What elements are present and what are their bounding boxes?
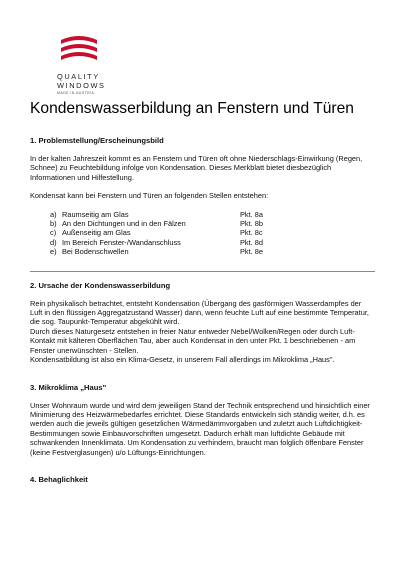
logo-flag-icon	[59, 32, 99, 68]
list-item	[50, 219, 280, 228]
list-ref: Pkt. 8e	[240, 247, 264, 257]
logo-line1: QUALITY	[57, 72, 100, 81]
list-item	[50, 210, 280, 219]
list-marker: b)	[50, 219, 57, 229]
list-item	[50, 247, 280, 256]
section-2-paragraph-2: Durch dieses Naturgesetz entstehen in freier Natur entweder Nebel/Wolken/Regen oder durch Luft-Kontakt mit kälteren Oberflächen Tau, aber auch Kondensat in den unter Pkt. 1 beschriebenen - am Fenster unerwünschten - Stellen.	[30, 326, 356, 355]
list-text: Außenseitig am Glas	[62, 228, 131, 238]
list-ref: Pkt. 8a	[240, 209, 264, 219]
section-1-intro: In der kalten Jahreszeit kommt es an Fenstern und Türen oft ohne Niederschlags-Einwirkung (Regen, Schnee) zu Feuchtebildung infolge von Kondensation. Dieses Merkblatt bietet diesbezüglich Informationen und Hilfestellung.	[30, 154, 363, 182]
condensation-locations-list	[50, 210, 280, 257]
logo-tagline: MADE IN AUSTRIA	[57, 91, 95, 95]
list-marker: d)	[50, 237, 57, 247]
section-2-paragraph-3: Kondensatbildung ist also ein Klima-Gesetz, in unserem Fall allerdings im Mikroklima „Haus".	[30, 355, 335, 365]
list-text: Raumseitig am Glas	[62, 209, 129, 219]
section-1-lead: Kondensat kann bei Fenstern und Türen an folgenden Stellen entstehen:	[30, 191, 269, 201]
list-item	[50, 238, 280, 247]
section-2-paragraph-1: Rein physikalisch betrachtet, entsteht Kondensation (Übergang des gasförmigen Wasserdampfes der Luft in den flüssigen Aggregatzustand Wasser) dann, wenn feuchte Luft auf eine bestimmte Temperatur, die sog. Taupunkt-Temperatur abgekühlt wird.	[30, 298, 369, 327]
list-text: Im Bereich Fenster-/Wandanschluss	[62, 237, 181, 247]
document-title: Kondenswasserbildung an Fenstern und Türen	[30, 100, 354, 117]
section-4-heading: 4. Behaglichkeit	[30, 474, 88, 484]
section-3-paragraph-1: Unser Wohnraum wurde und wird dem jeweiligen Stand der Technik entsprechend und hinsichtlich einer Minimierung des Heizwärmebedarfes errichtet. Diese Standards entwickeln sich ständig weiter, d.h. es werden auch die jeweils gültigen gesetzlichen Wärmedämmvorgaben und zuletzt auch Luftdichtigkeit-Bestimmungen sowie Einbauvorschriften umgesetzt. Dadurch erhält man luftdichte Gebäude mit schwankenden Innenklimata. Um Kondensation zu verhindern, braucht man folglich öffenbare Fenster (keine Festverglasungen) u/o Lüftungs-Einrichtungen.	[30, 400, 370, 457]
list-marker: e)	[50, 247, 57, 257]
list-ref: Pkt. 8d	[240, 237, 264, 247]
list-text: Bei Bodenschwellen	[62, 247, 129, 257]
section-3-heading: 3. Mikroklima „Haus"	[30, 382, 107, 392]
list-marker: c)	[50, 228, 57, 238]
section-1-heading: 1. Problemstellung/Erscheinungsbild	[30, 136, 164, 145]
list-marker: a)	[50, 209, 57, 219]
list-text: An den Dichtungen und in den Fälzen	[62, 219, 186, 229]
document-body	[30, 100, 375, 493]
section-2-heading: 2. Ursache der Kondenswasserbildung	[30, 280, 171, 290]
list-ref: Pkt. 8b	[240, 219, 264, 229]
logo-line2: WINDOWS	[57, 81, 106, 90]
brand-logo	[57, 32, 117, 95]
list-item	[50, 228, 280, 237]
list-ref: Pkt. 8c	[240, 228, 263, 238]
